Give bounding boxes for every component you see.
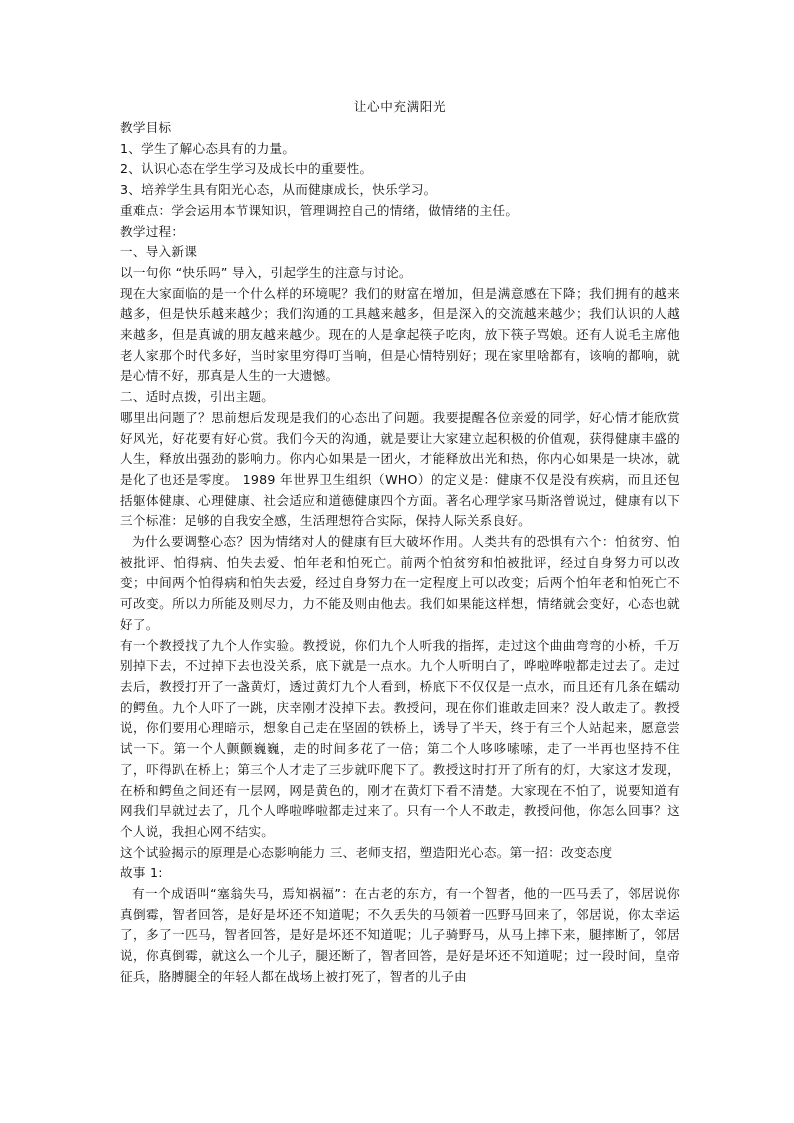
text-line: 1、学生了解心态具有的力量。: [120, 140, 296, 156]
document-title: 让心中充满阳光: [353, 99, 447, 114]
text-line: 3、培养学生具有阳光心态，从而健康成长，快乐学习。: [120, 182, 437, 198]
text-line: 重难点：学会运用本节课知识，管理调控自己的情绪，做情绪的主任。: [120, 202, 519, 218]
paragraph: 现在大家面临的是一个什么样的环境呢？我们的财富在增加，但是满意感在下降；我们拥有的越来越多，但是快乐越来越少；我们沟通的工具越来越多，但是深入的交流越来越少；我们认识的人越来越多，但是真诚的朋友越来越少。现在的人是拿起筷子吃肉，放下筷子骂娘。还有人说毛主席他老人家那个时代多好，当时家里穷得叮当响，但是心情特别好；现在家里啥都有，该响的都响，就是心情不好，那真是人生的一大遗憾。: [120, 285, 680, 384]
text-line: 二、适时点拨，引出主题。: [120, 389, 275, 405]
text-line: 以一句你 “快乐吗” 导入，引起学生的注意与讨论。: [120, 264, 412, 280]
paragraph: 有一个成语叫“塞翁失马，焉知祸福”：在古老的东方，有一个智者，他的一匹马丢了，邻居说你真倒霉，智者回答，是好是坏还不知道呢；不久丢失的马领着一匹野马回来了，邻居说，你太幸运了，多了一匹马，智者回答，是好是坏还不知道呢；儿子骑野马，从马上摔下来，腿摔断了，邻居说，你真倒霉，就这么一个儿子，腿还断了，智者回答，是好是坏还不知道呢；过一段时间，皇帝征兵，胳膊腿全的年轻人都在战场上被打死了，智者的儿子由: [120, 886, 680, 984]
document-page: [120, 96, 680, 988]
paragraph: 有一个教授找了九个人作实验。教授说，你们九个人听我的指挥，走过这个曲曲弯弯的小桥，千万别掉下去，不过掉下去也没关系，底下就是一点水。九个人听明白了，哗啦哗啦都走过去了。走过去后，教授打开了一盏黄灯，透过黄灯九个人看到，桥底下不仅仅是一点水，而且还有几条在蠕动的鳄鱼。九个人吓了一跳，庆幸刚才没掉下去。教授问，现在你们谁敢走回来？没人敢走了。教授说，你们要用心理暗示，想象自己走在坚固的铁桥上，诱导了半天，终于有三个人站起来，愿意尝试一下。第一个人颤颤巍巍，走的时间多花了一倍；第二个人哆哆嗦嗦，走了一半再也坚持不住了，吓得趴在桥上；第三个人才走了三步就吓爬下了。教授这时打开了所有的灯，大家这才发现，在桥和鳄鱼之间还有一层网，网是黄色的，刚才在黄灯下看不清楚。大家现在不怕了，说要知道有网我们早就过去了，几个人哗啦哗啦都走过来了。只有一个人不敢走，教授问他，你怎么回事？这个人说，我担心网不结实。: [120, 637, 680, 839]
document-body: [120, 118, 680, 988]
paragraph: 为什么要调整心态？因为情绪对人的健康有巨大破坏作用。人类共有的恐惧有六个：怕贫穷、怕被批评、怕得病、怕失去爱、怕年老和怕死亡。前两个怕贫穷和怕被批评，经过自身努力可以改变；中间两个怕得病和怕失去爱，经过自身努力在一定程度上可以改变；后两个怕年老和怕死亡不可改变。所以力所能及则尽力，力不能及则由他去。我们如果能这样想，情绪就会变好，心态也就好了。: [120, 534, 680, 632]
text-line: 一、导入新课: [120, 244, 198, 260]
paragraph: 哪里出问题了？思前想后发现是我们的心态出了问题。我要提醒各位亲爱的同学，好心情才能欣赏好风光，好花要有好心赏。我们今天的沟通，就是要让大家建立起积极的价值观，获得健康丰盛的人生，释放出强劲的影响力。你内心如果是一团火，才能释放出光和热，你内心如果是一块冰，就是化了也还是零度。 1989 年世界卫生组织（WHO）的定义是：健康不仅是没有疾病，而且还包括躯体健康、心理健康、社会适应和道德健康四个方面。著名心理学家马斯洛曾说过，健康有以下三个标准：足够的自我安全感，生活理想符合实际，保持人际关系良好。: [120, 409, 680, 529]
text-line: 教学过程：: [120, 223, 185, 239]
text-line: 教学目标: [120, 120, 172, 135]
text-line: 故事 1:: [120, 865, 163, 881]
text-line: 2、认识心态在学生学习及成长中的重要性。: [120, 161, 373, 177]
paragraph: 这个试验揭示的原理是心态影响能力 三、老师支招，塑造阳光心态。第一招：改变态度: [120, 844, 613, 860]
